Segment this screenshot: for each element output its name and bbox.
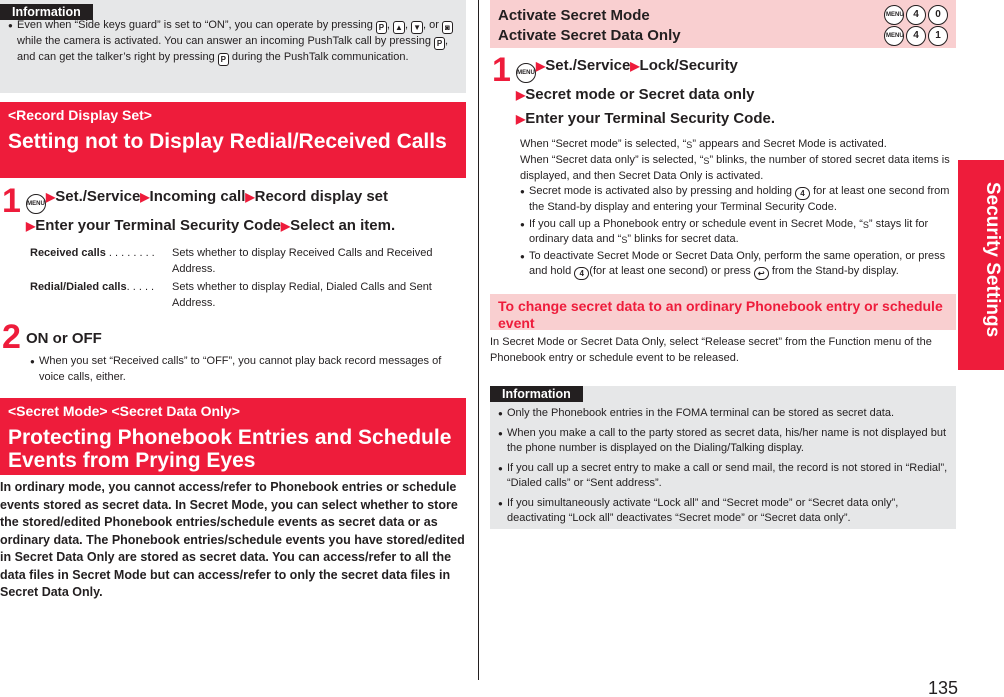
arrow-icon: ▶ <box>245 190 255 204</box>
banner-title: Setting not to Display Redial/Received Calls <box>8 130 447 153</box>
left-column <box>0 0 466 602</box>
arrow-icon: ▶ <box>26 219 36 233</box>
info-bullet: ● When you make a call to the party stored as secret data, his/her name is not displayed but the phone number is displayed on the Dialing/Talking display. <box>498 426 948 457</box>
step-1 <box>0 182 466 311</box>
header-line-2: Activate Secret Data Only <box>498 27 681 44</box>
sub-section-text: In Secret Mode or Secret Data Only, select “Release secret” from the Function menu of the Phonebook entry or schedule event to be released. <box>490 336 932 364</box>
digit-key-icon: 4 <box>906 26 926 46</box>
secret-mode-icon: S <box>703 156 710 166</box>
banner-subtitle: <Secret Mode> <Secret Data Only> <box>8 403 240 419</box>
step-note: ● When you set “Received calls” to “OFF”, you cannot play back record messages of voice calls, either. <box>30 354 466 385</box>
right-column <box>490 0 956 529</box>
arrow-icon: ▶ <box>630 59 640 73</box>
shortcut-2 <box>884 26 948 46</box>
step-number: 1 <box>2 182 21 220</box>
section-banner <box>0 102 466 178</box>
procedure-header <box>490 0 956 48</box>
page-number: 135 <box>928 678 959 697</box>
column-divider <box>478 0 479 680</box>
arrow-icon: ▶ <box>140 190 150 204</box>
definition-row: Redial/Dialed calls. . . . . Sets whether to display Redial, Dialed Calls and Sent Address. <box>30 281 432 309</box>
sub-section-header: To change secret data to an ordinary Phonebook entry or schedule event <box>490 294 956 330</box>
down-key-icon: ▼ <box>413 23 421 32</box>
banner-subtitle: <Record Display Set> <box>8 107 152 123</box>
secret-mode-icon: S <box>686 140 693 150</box>
arrow-icon: ▶ <box>280 219 291 233</box>
arrow-icon: ▶ <box>516 88 526 102</box>
menu-key-icon: MENU <box>884 5 904 25</box>
detail-paragraph: When “Secret mode” is selected, “S” appears and Secret Mode is activated. <box>520 138 887 150</box>
step-number: 1 <box>492 51 511 89</box>
step-details <box>516 136 956 280</box>
side-key-icon: P <box>218 53 229 66</box>
section-banner <box>0 398 466 475</box>
digit-key-icon: 0 <box>928 5 948 25</box>
definition-row: Received calls . . . . . . . . Sets whether to display Received Calls and Received Address. <box>30 247 433 275</box>
step-instruction: MENU▶Set./Service▶Incoming call▶Record display set ▶Enter your Terminal Security Code▶Select an item. <box>26 188 396 234</box>
info-bullet: ● If you call up a secret entry to make a call or send mail, the record is not stored in “Redial”, “Dialed calls” or “Sent address”. <box>498 461 948 492</box>
key-4-icon: 4 <box>574 267 589 280</box>
detail-paragraph: When “Secret data only” is selected, “S” blinks, the number of stored secret data items is displayed, and then Secret Data Only is activated. <box>520 154 950 182</box>
digit-key-icon: 1 <box>928 26 948 46</box>
detail-bullet: ● If you call up a Phonebook entry or schedule event in Secret Mode, “S” stays lit for ordinary data and “S” blinks for secret data. <box>520 217 956 248</box>
shortcut-1 <box>884 5 948 25</box>
arrow-icon: ▶ <box>516 112 526 126</box>
camera-key-icon: ◙ <box>442 21 453 34</box>
step-number: 2 <box>2 318 21 356</box>
up-key-icon: ▲ <box>395 23 403 32</box>
info-bullet: ● Only the Phonebook entries in the FOMA terminal can be stored as secret data. <box>498 406 948 422</box>
information-box <box>490 386 956 529</box>
side-key-icon: P <box>434 37 445 50</box>
information-box <box>0 0 466 93</box>
menu-key-icon: MENU <box>516 63 536 83</box>
key-4-icon: 4 <box>795 187 810 200</box>
intro-paragraph: In ordinary mode, you cannot access/refer to Phonebook entries or schedule events stored as secret data. In Secret Mode, you can select whether to store the stored/edited Phonebook entries/schedule events as secret data or as ordinary data. The Phonebook entries/schedule events you have stored/edited in Secret Data Only are stored as secret data. You can access/refer to all the data files in Secret Mode but can access/refer to only the secret data files in Secret Data Only. <box>0 480 465 599</box>
header-line-1: Activate Secret Mode <box>498 7 650 24</box>
step-instruction: MENU▶Set./Service▶Lock/Security ▶Secret mode or Secret data only ▶Enter your Terminal Security Code. <box>516 57 776 127</box>
clear-key-icon: ↩ <box>754 267 769 280</box>
menu-key-icon: MENU <box>26 194 46 214</box>
detail-bullet: ● Secret mode is activated also by pressing and holding 4 for at least one second from the Stand-by display and entering your Terminal Security Code. <box>520 184 956 216</box>
side-key-icon: P <box>376 21 387 34</box>
definition-list <box>26 245 466 311</box>
info-bullet: ● Even when “Side keys guard” is set to “ON”, you can operate by pressing P , ▲ , ▼ , or ◙ while the camera is activated. You can answer an incoming PushTalk call by pressing P , and can get the talker’s right by pressing P during the PushTalk communication. <box>8 18 458 66</box>
digit-key-icon: 4 <box>906 5 926 25</box>
information-tag: Information <box>490 386 583 402</box>
step-2 <box>0 318 466 385</box>
step-instruction: ON or OFF <box>26 330 102 347</box>
menu-key-icon: MENU <box>884 26 904 46</box>
banner-title: Protecting Phonebook Entries and Schedule Events from Prying Eyes <box>8 426 452 472</box>
arrow-icon: ▶ <box>46 190 56 204</box>
chapter-tab-label: Security Settings <box>982 182 1003 338</box>
information-tag: Information <box>0 4 93 20</box>
arrow-icon: ▶ <box>536 59 546 73</box>
step-1 <box>490 51 956 280</box>
chapter-tab <box>958 160 1004 370</box>
secret-mode-icon: S <box>862 219 869 230</box>
secret-mode-icon: S <box>621 235 628 245</box>
detail-bullet: ● To deactivate Secret Mode or Secret Data Only, perform the same operation, or press and hold 4 (for at least one second) or press ↩ from the Stand-by display. <box>520 249 956 281</box>
info-bullet: ● If you simultaneously activate “Lock all” and “Secret mode” or “Secret data only”, deactivating “Lock all” deactivates “Secret mode” or “Secret data only”. <box>498 496 948 527</box>
